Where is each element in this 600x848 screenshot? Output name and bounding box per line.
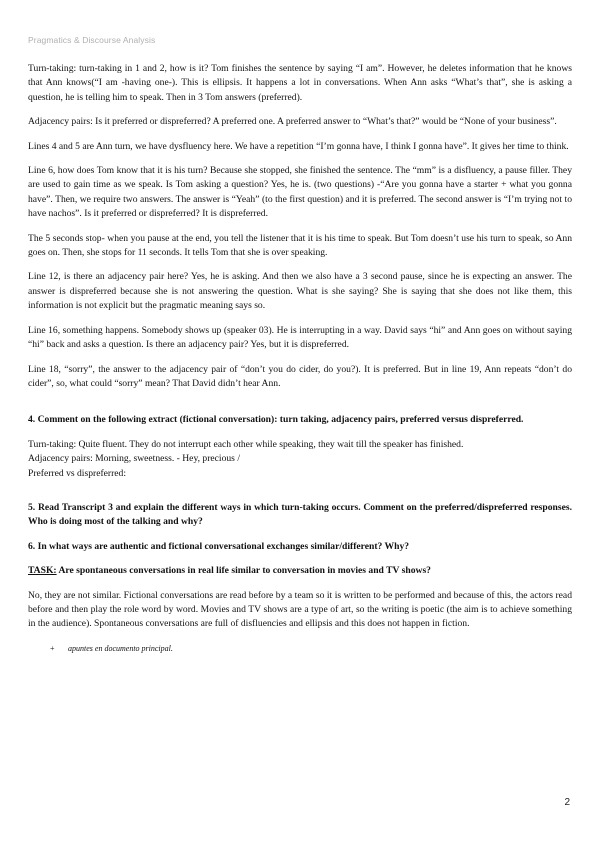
task-label: TASK: bbox=[28, 565, 57, 577]
question-4-adjacency-pairs: Adjacency pairs: Morning, sweetness. - Hey, precious / bbox=[28, 453, 240, 465]
task-question: Are spontaneous conversations in real life similar to conversation in movies and TV shows? bbox=[56, 565, 431, 577]
running-header: Pragmatics & Discourse Analysis bbox=[28, 35, 156, 45]
bullet-text: apuntes en documento principal. bbox=[68, 643, 173, 653]
paragraph-five-seconds: The 5 seconds stop- when you pause at the end, you tell the listener that it is his time to speak. But Tom doesn’t use his turn to speak, so Ann goes on. Then, she stops for 11 seconds. It tells Tom that she is over speaking. bbox=[28, 232, 572, 259]
paragraph-turn-taking: Turn-taking: turn-taking in 1 and 2, how is it? Tom finishes the sentence by saying “I am”. However, he deletes information that he knows that Ann knows(“I am -having one-). This is ellipsis. It happens a lot in conversations. When Ann asks “What’s that”, she is asking a question, he is telling him to speak. Then in 3 Tom answers (preferred). bbox=[28, 63, 572, 103]
paragraph-line-16: Line 16, something happens. Somebody shows up (speaker 03). He is interrupting in a way. David says “hi” and Ann goes on without saying “hi” back and asks a question. Is there an adjacency pair? Yes, but it is dispreferred. bbox=[28, 324, 572, 351]
paragraph-line-6: Line 6, how does Tom know that it is his turn? Because she stopped, she finished the sentence. The “mm” is a disfluency, a pause filler. They are used to gain time as we speak. Is Tom asking a question? Yes, he is. (two questions) -“Are you gonna have a starter + what you gonna have”. Then, we require two answers. The answer is “Yeah” (to the first question) and it is preferred. The second answer is “I’m trying not to have nachos”. Is it preferred or dispreferred? It is dispreferred. bbox=[28, 165, 572, 220]
question-4-heading: 4. Comment on the following extract (fictional conversation): turn taking, adjacency pairs, preferred versus dispreferred. bbox=[28, 414, 524, 426]
question-5-heading: 5. Read Transcript 3 and explain the different ways in which turn-taking occurs. Comment on the preferred/dispreferred responses. Who is doing most of the talking and why? bbox=[28, 501, 572, 528]
document-body bbox=[28, 62, 572, 656]
question-4-preferred: Preferred vs dispreferred: bbox=[28, 467, 127, 479]
paragraph-lines-4-5: Lines 4 and 5 are Ann turn, we have dysfluency here. We have a repetition “I’m gonna have, I think I gonna have”. It gives her time to think. bbox=[28, 140, 569, 152]
task-heading bbox=[28, 564, 572, 578]
paragraph-line-12: Line 12, is there an adjacency pair here? Yes, he is asking. And then we also have a 3 second pause, since he is expecting an answer. The answer is dispreferred because she is not answering the question. What is she saying? She is saying that she does not like them, this information is not explicit but the pragmatic meaning says so. bbox=[28, 271, 572, 312]
task-answer: No, they are not similar. Fictional conversations are read before by a team so it is written to be performed and because of this, the actors read before and then play the role word by word. Movies and TV shows are a type of art, so the writing is poetic (the aim is to achieve something in the audience). Spontaneous conversations are full of disfluencies and ellipsis and this does not happen in fiction. bbox=[28, 589, 572, 630]
page-number: 2 bbox=[564, 797, 570, 808]
question-6-heading: 6. In what ways are authentic and fictional conversational exchanges similar/different? Why? bbox=[28, 540, 410, 552]
bullet-mark: + bbox=[50, 643, 55, 653]
paragraph-line-18: Line 18, “sorry”, the answer to the adjacency pair of “don’t you do cider, do you?). It is preferred. But in line 19, Ann repeats “don’t do cider”, so, what could “sorry” mean? That David didn’t hear Ann. bbox=[28, 363, 572, 389]
paragraph-adjacency-pairs: Adjacency pairs: Is it preferred or dispreferred? A preferred one. A preferred answer to “What’s that?” would be “None of your business”. bbox=[28, 116, 557, 128]
question-4-turn-taking: Turn-taking: Quite fluent. They do not interrupt each other while speaking, they wait till the speaker has finished. bbox=[28, 438, 464, 450]
bullet-item bbox=[50, 642, 572, 656]
